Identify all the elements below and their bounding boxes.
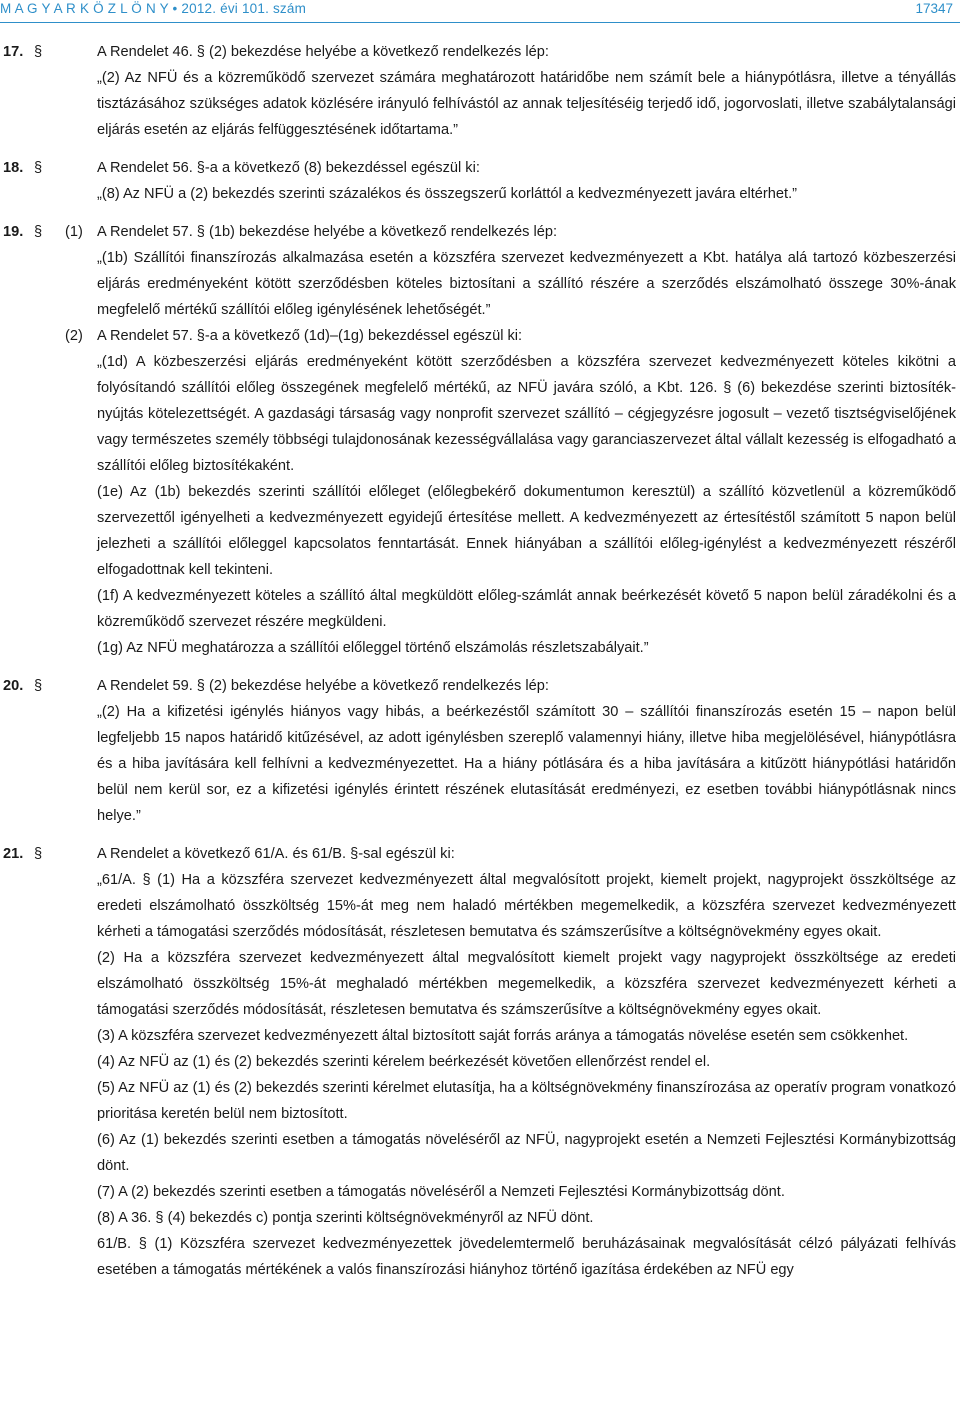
paragraph: (2) Ha a közszféra szervezet kedvezményezett által megvalósított kiemelt projekt vagy nagyprojekt összköltsége az eredeti elszámolható összköltség 15%-át meghaladó mértékben megemelkedik, a közszféra szervezet kedvezményezett kérheti a támogatási szerződés módosítását, részletesen bemutatva és számszerűsítve a költségnövekmény egyes okait. bbox=[97, 950, 956, 1018]
section-symbol: § bbox=[34, 846, 43, 862]
section-intro: A Rendelet a következő 61/A. és 61/B. §-sal egészül ki: bbox=[97, 846, 455, 862]
section-symbol: § bbox=[34, 224, 43, 240]
subsection-intro: A Rendelet 57. §-a a következő (1d)–(1g) bekezdéssel egészül ki: bbox=[97, 328, 523, 344]
paragraph: (6) Az (1) bekezdés szerinti esetben a támogatás növeléséről az NFÜ, nagyprojekt esetén a Nemzeti Fejlesztési Kormánybizottság dönt. bbox=[97, 1132, 956, 1174]
section-symbol: § bbox=[34, 44, 43, 60]
subsection-number: (2) bbox=[65, 328, 83, 344]
section-18 bbox=[0, 155, 960, 207]
section-intro: A Rendelet 56. §-a a következő (8) bekezdéssel egészül ki: bbox=[97, 160, 480, 176]
section-17 bbox=[0, 39, 960, 143]
section-intro: A Rendelet 59. § (2) bekezdése helyébe a következő rendelkezés lép: bbox=[97, 678, 549, 694]
paragraph: (1e) Az (1b) bekezdés szerinti szállítói előleget (előlegbekérő dokumentumon keresztül) a szállító közvetlenül a közreműködő szervezettől igényelheti a kedvezményezett egyidejű értesítése mellett. A kedvezményezett az értesítéstől számított 5 napon belül jelezheti a szállítói előleggel kapcsolatos fenntartását. Ennek hiányában a szállítói előleg-igénylést a kedvezményezett részéről elfogadottnak kell tekinteni. bbox=[97, 484, 956, 578]
document-body bbox=[0, 39, 960, 1283]
paragraph: (5) Az NFÜ az (1) és (2) bekezdés szerinti kérelmet elutasítja, ha a költségnövekmény finanszírozása az operatív program vonatkozó prioritása keretén belül nem biztosított. bbox=[97, 1080, 956, 1122]
section-20 bbox=[0, 673, 960, 829]
subsection-number: (1) bbox=[65, 224, 83, 240]
page-header bbox=[0, 0, 960, 22]
section-symbol: § bbox=[34, 160, 43, 176]
section-number: 20. bbox=[3, 678, 24, 694]
header-rule bbox=[0, 22, 960, 23]
section-21 bbox=[0, 841, 960, 1283]
paragraph: (7) A (2) bekezdés szerinti esetben a támogatás növeléséről a Nemzeti Fejlesztési Kormánybizottság dönt. bbox=[97, 1184, 785, 1200]
section-intro: A Rendelet 46. § (2) bekezdése helyébe a következő rendelkezés lép: bbox=[97, 44, 549, 60]
paragraph: (8) A 36. § (4) bekezdés c) pontja szerinti költségnövekményről az NFÜ dönt. bbox=[97, 1210, 594, 1226]
section-number: 19. bbox=[3, 224, 24, 240]
subsection-1 bbox=[0, 219, 956, 323]
section-number: 18. bbox=[3, 160, 24, 176]
paragraph: „(2) Ha a kifizetési igénylés hiányos vagy hibás, a beérkezéstől számított 30 – szállítói finanszírozás esetén 15 – napon belül legfeljebb 15 napos határidő kitűzésével, az adott igénylésben szereplő valamennyi hiány, illetve hiba megjelölésével, hiánypótlásra és a hiba javítására kell felhívni a kedvezményezettet. Ha a hiány pótlására és a hiba javítására a kitűzött hiánypótlási határidőn belül nem kerül sor, ez a kifizetési igénylés érintett részének elutasítását eredményezi, ez esetben további hiánypótlásnak nincs helye.” bbox=[97, 704, 956, 824]
paragraph: (1g) Az NFÜ meghatározza a szállítói előleggel történő elszámolás részletszabályait.” bbox=[97, 640, 649, 656]
paragraph: (4) Az NFÜ az (1) és (2) bekezdés szerinti kérelem beérkezését követően ellenőrzést rendel el. bbox=[97, 1054, 711, 1070]
paragraph: „(8) Az NFÜ a (2) bekezdés szerinti százalékos és összegszerű korláttól a kedvezményezett javára eltérhet.” bbox=[97, 186, 797, 202]
masthead: M A G Y A R K Ö Z L Ö N Y • 2012. évi 101. szám bbox=[0, 1, 307, 16]
section-symbol: § bbox=[34, 678, 43, 694]
paragraph: (3) A közszféra szervezet kedvezményezett által biztosított saját forrás aránya a támogatás növelése esetén sem csökkenhet. bbox=[97, 1028, 909, 1044]
paragraph: „(1b) Szállítói finanszírozás alkalmazása esetén a közszféra szervezet kedvezményezett a Kbt. hatálya alá tartozó közbeszerzési eljárás eredményeként kötött szerződésben köteles biztosítani a szállító részére a szerződés elszámolható összege 30%-ának megfelelő mértékű szállítói előleg igénylésének lehetőségét.” bbox=[97, 250, 956, 318]
paragraph: 61/B. § (1) Közszféra szervezet kedvezményezettek jövedelemtermelő beruházásainak megvalósítását célzó pályázati felhívás esetében a támogatás mértékének a valós finanszírozási hiányhoz történő igazítása érdekében az NFÜ egy bbox=[97, 1236, 956, 1278]
subsection-2 bbox=[0, 323, 956, 661]
section-19 bbox=[0, 219, 960, 661]
paragraph: „(1d) A közbeszerzési eljárás eredményeként kötött szerződésben a közszféra szervezet kedvezményezett köteles kikötni a folyósítandó szállítói előleg összegének megfelelő mértékű, az NFÜ javára szóló, a Kbt. 126. § (6) bekezdése szerinti biztosíték-nyújtás kötelezettségét. A gazdasági társaság vagy nonprofit szervezet szállító – cégjegyzésre jogosult – vezető tisztségviselőjének vagy természetes személy többségi tulajdonosának kezességvállalása vagy garanciaszervezet által vállalt kezesség is elfogadható a szállítói előleg biztosítékaként. bbox=[97, 354, 956, 474]
subsection-intro: A Rendelet 57. § (1b) bekezdése helyébe a következő rendelkezés lép: bbox=[97, 224, 558, 240]
section-number: 17. bbox=[3, 44, 24, 60]
page-number: 17347 bbox=[915, 1, 953, 16]
paragraph: „61/A. § (1) Ha a közszféra szervezet kedvezményezett által megvalósított projekt, kiemelt projekt, nagyprojekt összköltsége az eredeti elszámolható összköltség 15%-át meg nem haladó mértékben megemelkedik, a közszféra szervezet kedvezményezett kérheti a támogatási szerződés módosítását, részletesen bemutatva és számszerűsítve a költségnövekmény egyes okait. bbox=[97, 872, 956, 940]
section-number: 21. bbox=[3, 846, 24, 862]
paragraph: „(2) Az NFÜ és a közreműködő szervezet számára meghatározott határidőbe nem számít bele a hiánypótlásra, illetve a tényállás tisztázásához szükséges adatok közlésére irányuló felhívástól az annak teljesítéséig terjedő idő, jogorvoslati, illetve szabálytalansági eljárás esetén az eljárás felfüggesztésének időtartama.” bbox=[97, 70, 956, 138]
paragraph: (1f) A kedvezményezett köteles a szállító által megküldött előleg-számlát annak beérkezését követő 5 napon belül záradékolni és a közreműködő szervezet részére megküldeni. bbox=[97, 588, 956, 630]
